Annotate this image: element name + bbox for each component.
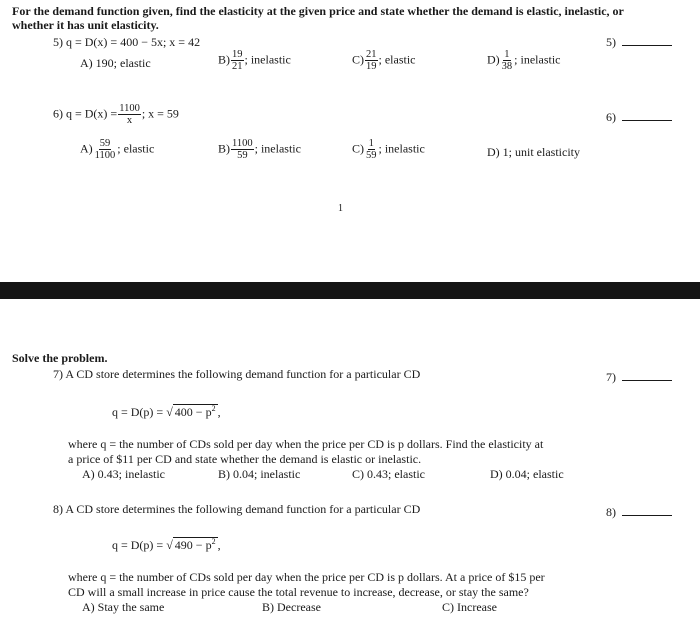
choice-6b [218,138,301,161]
question-text: A CD store determines the following demand function for a particular CD [65,502,421,516]
answer-number: 7) [606,370,616,384]
choice-text: 1; unit elasticity [502,145,580,159]
choice-letter: A) [80,141,93,156]
choice-5b [218,49,291,72]
choice-6a [80,138,154,161]
radicand: 490 − p [174,538,212,552]
choice-text: ; inelastic [254,141,301,156]
choice-5a [80,56,151,71]
answer-blank[interactable] [622,505,672,516]
denominator: 21 [232,61,243,73]
answer-number: 8) [606,505,616,519]
numerator: 1 [368,138,374,149]
question-equation: q = D(x) = 400 − 5x; x = 42 [66,35,201,49]
numerator: 1100 [119,103,140,114]
choice-letter: B) [218,52,230,67]
answer-slot-7[interactable] [606,370,672,385]
answer-blank[interactable] [622,370,672,381]
equation-7 [112,404,221,420]
equation-left: q = D(p) = [112,405,164,419]
choice-text: ; inelastic [244,52,291,67]
answer-number: 5) [606,35,616,49]
equation-end: , [217,405,221,419]
instructions-line-1: For the demand function given, find the elasticity at the given price and state whether the demand is elastic, inelastic, or [12,4,624,18]
choice-letter: C) [352,52,364,67]
fraction [365,49,378,72]
question-5 [53,35,200,50]
question-number: 7) [53,367,63,381]
choice-7c: C) 0.43; elastic [352,467,425,481]
question-8-body-1: where q = the number of CDs sold per day when the price per CD is p dollars. At a price of $15 per [68,570,545,584]
choice-8c: C) Increase [442,600,497,614]
answer-number: 6) [606,110,616,124]
question-6 [53,103,179,126]
answer-blank[interactable] [622,35,672,46]
choice-letter: C) [352,141,364,156]
choice-5d [487,49,561,72]
square-root: √ $400 - p^2$ [166,404,216,419]
choice-text: ; inelastic [514,52,561,67]
choice-7d: D) 0.04; elastic [490,467,564,481]
square-root: √ $490 - p^2$ [166,537,216,552]
denominator: 38 [501,61,513,73]
numerator: 59 [99,138,111,149]
denominator: 59 [366,150,377,162]
equation-left: q = D(p) = [112,538,164,552]
fraction [94,138,117,161]
answer-slot-8[interactable] [606,505,672,520]
denominator: 1100 [94,150,116,162]
page-divider [0,282,700,299]
fraction [231,49,244,72]
denominator: 19 [366,61,377,73]
answer-blank[interactable] [622,110,672,121]
choice-text: ; elastic [378,52,416,67]
numerator: 1 [504,49,510,60]
question-8 [53,502,420,517]
denominator: 59 [237,150,248,162]
exponent: 2 [211,404,216,413]
equation-right: ; x = 59 [141,106,179,121]
question-7 [53,367,420,382]
question-8-body-2: CD will a small increase in price cause the total revenue to increase, decrease, or stay the same? [68,585,529,599]
choice-letter: B) [218,141,230,156]
question-7-body-1: where q = the number of CDs sold per day when the price per CD is p dollars. Find the elasticity at [68,437,544,451]
fraction [118,103,141,126]
equation-8 [112,537,221,553]
denominator: x [126,115,133,127]
numerator: 19 [232,49,243,60]
choice-6d [487,145,580,160]
question-number: 6) [53,106,63,121]
answer-slot-6[interactable] [606,110,672,125]
choice-5c [352,49,415,72]
choice-8a: A) Stay the same [82,600,165,614]
question-7-body-2: a price of $11 per CD and state whether the demand is elastic or inelastic. [68,452,422,466]
exponent: 2 [211,537,216,546]
question-number: 8) [53,502,63,516]
numerator: 1100 [232,138,253,149]
answer-slot-5[interactable] [606,35,672,50]
page-number: 1 [338,203,343,214]
choice-text: ; inelastic [378,141,425,156]
radicand: 400 − p [174,405,212,419]
choice-8b: B) Decrease [262,600,321,614]
choice-letter: A) [80,56,93,70]
choice-letter: D) [487,145,500,159]
equation-end: , [217,538,221,552]
equation-left: q = D(x) = [66,106,118,121]
choice-7b: B) 0.04; inelastic [218,467,301,481]
question-text: A CD store determines the following demand function for a particular CD [65,367,421,381]
fraction [501,49,514,72]
choice-text: 190; elastic [95,56,151,70]
choice-6c [352,138,425,161]
fraction [231,138,254,161]
choice-7a: A) 0.43; inelastic [82,467,165,481]
instructions-line-2: whether it has unit elasticity. [12,18,159,32]
numerator: 21 [366,49,377,60]
choice-text: ; elastic [117,141,155,156]
question-number: 5) [53,35,63,49]
fraction [365,138,378,161]
section-heading: Solve the problem. [12,351,108,365]
choice-letter: D) [487,52,500,67]
